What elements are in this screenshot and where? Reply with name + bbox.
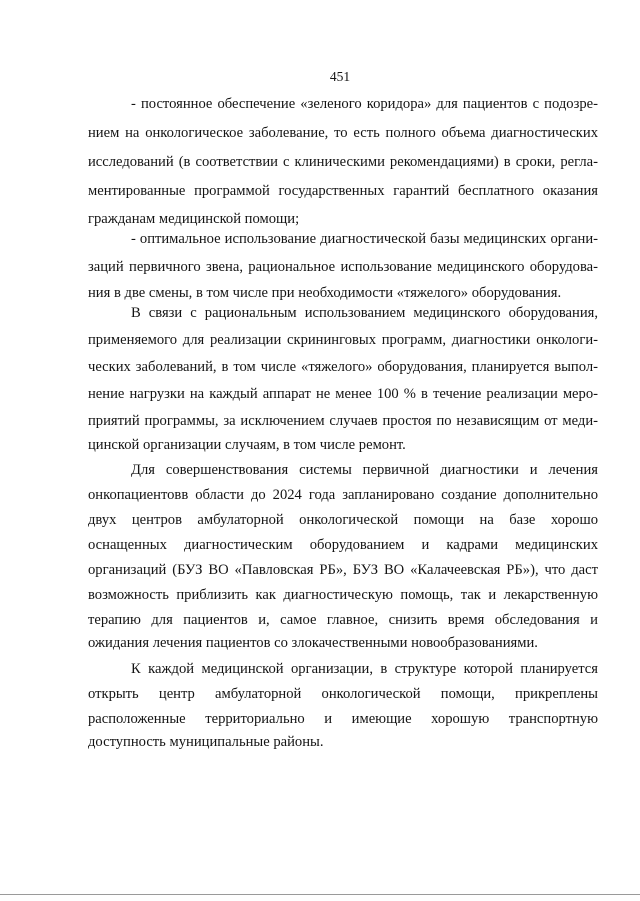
text-line: двух центров амбулаторной онкологической помощи на базе хорошо	[88, 512, 598, 528]
text-line: оснащенных диагностическим оборудованием и кадрами медицинских	[88, 537, 598, 553]
text-line: Для совершенствования системы первичной диагностики и лечения	[131, 462, 598, 478]
text-line: нием на онкологическое заболевание, то есть полного объема диагностических	[88, 125, 598, 141]
text-line: В связи с рациональным использованием медицинского оборудования,	[131, 305, 598, 321]
text-line: нение нагрузки на каждый аппарат не менее 100 % в течение реализации меро-	[88, 386, 598, 402]
text-line: ческих заболеваний, в том числе «тяжелого» оборудования, планируется выпол-	[88, 359, 598, 375]
text-line: исследований (в соответствии с клиническими рекомендациями) в сроки, регла-	[88, 154, 598, 170]
text-line: гражданам медицинской помощи;	[88, 211, 300, 227]
page-bottom-rule	[0, 894, 640, 895]
text-line: цинской организации случаям, в том числе ремонт.	[88, 437, 406, 453]
text-line: ментированные программой государственных гарантий бесплатного оказания	[88, 183, 598, 199]
text-line: открыть центр амбулаторной онкологической помощи, прикреплены	[88, 686, 598, 702]
text-line: - оптимальное использование диагностической базы медицинских органи-	[131, 231, 598, 247]
text-line: применяемого для реализации скрининговых программ, диагностики онкологи-	[88, 332, 598, 348]
text-line: заций первичного звена, рациональное использование медицинского оборудова-	[88, 259, 598, 275]
text-line: ожидания лечения пациентов со злокачественными новообразованиями.	[88, 635, 538, 651]
text-line: возможность приблизить как диагностическую помощь, так и лекарственную	[88, 587, 598, 603]
page-number: 451	[329, 69, 351, 84]
text-line: ния в две смены, в том числе при необходимости «тяжелого» оборудования.	[88, 285, 562, 301]
text-line: - постоянное обеспечение «зеленого коридора» для пациентов с подозре-	[131, 96, 598, 112]
text-line: приятий программы, за исключением случаев простоя по независящим от меди-	[88, 413, 598, 429]
text-line: доступность муниципальные районы.	[88, 734, 324, 750]
text-line: организаций (БУЗ ВО «Павловская РБ», БУЗ ВО «Калачеевская РБ»), что даст	[88, 562, 598, 578]
text-line: расположенные территориально и имеющие хорошую транспортную	[88, 711, 598, 727]
text-line: онкопациентовв области до 2024 года запланировано создание дополнительно	[88, 487, 598, 503]
text-line: терапию для пациентов и, самое главное, снизить время обследования и	[88, 612, 598, 628]
text-line: К каждой медицинской организации, в структуре которой планируется	[131, 661, 598, 677]
